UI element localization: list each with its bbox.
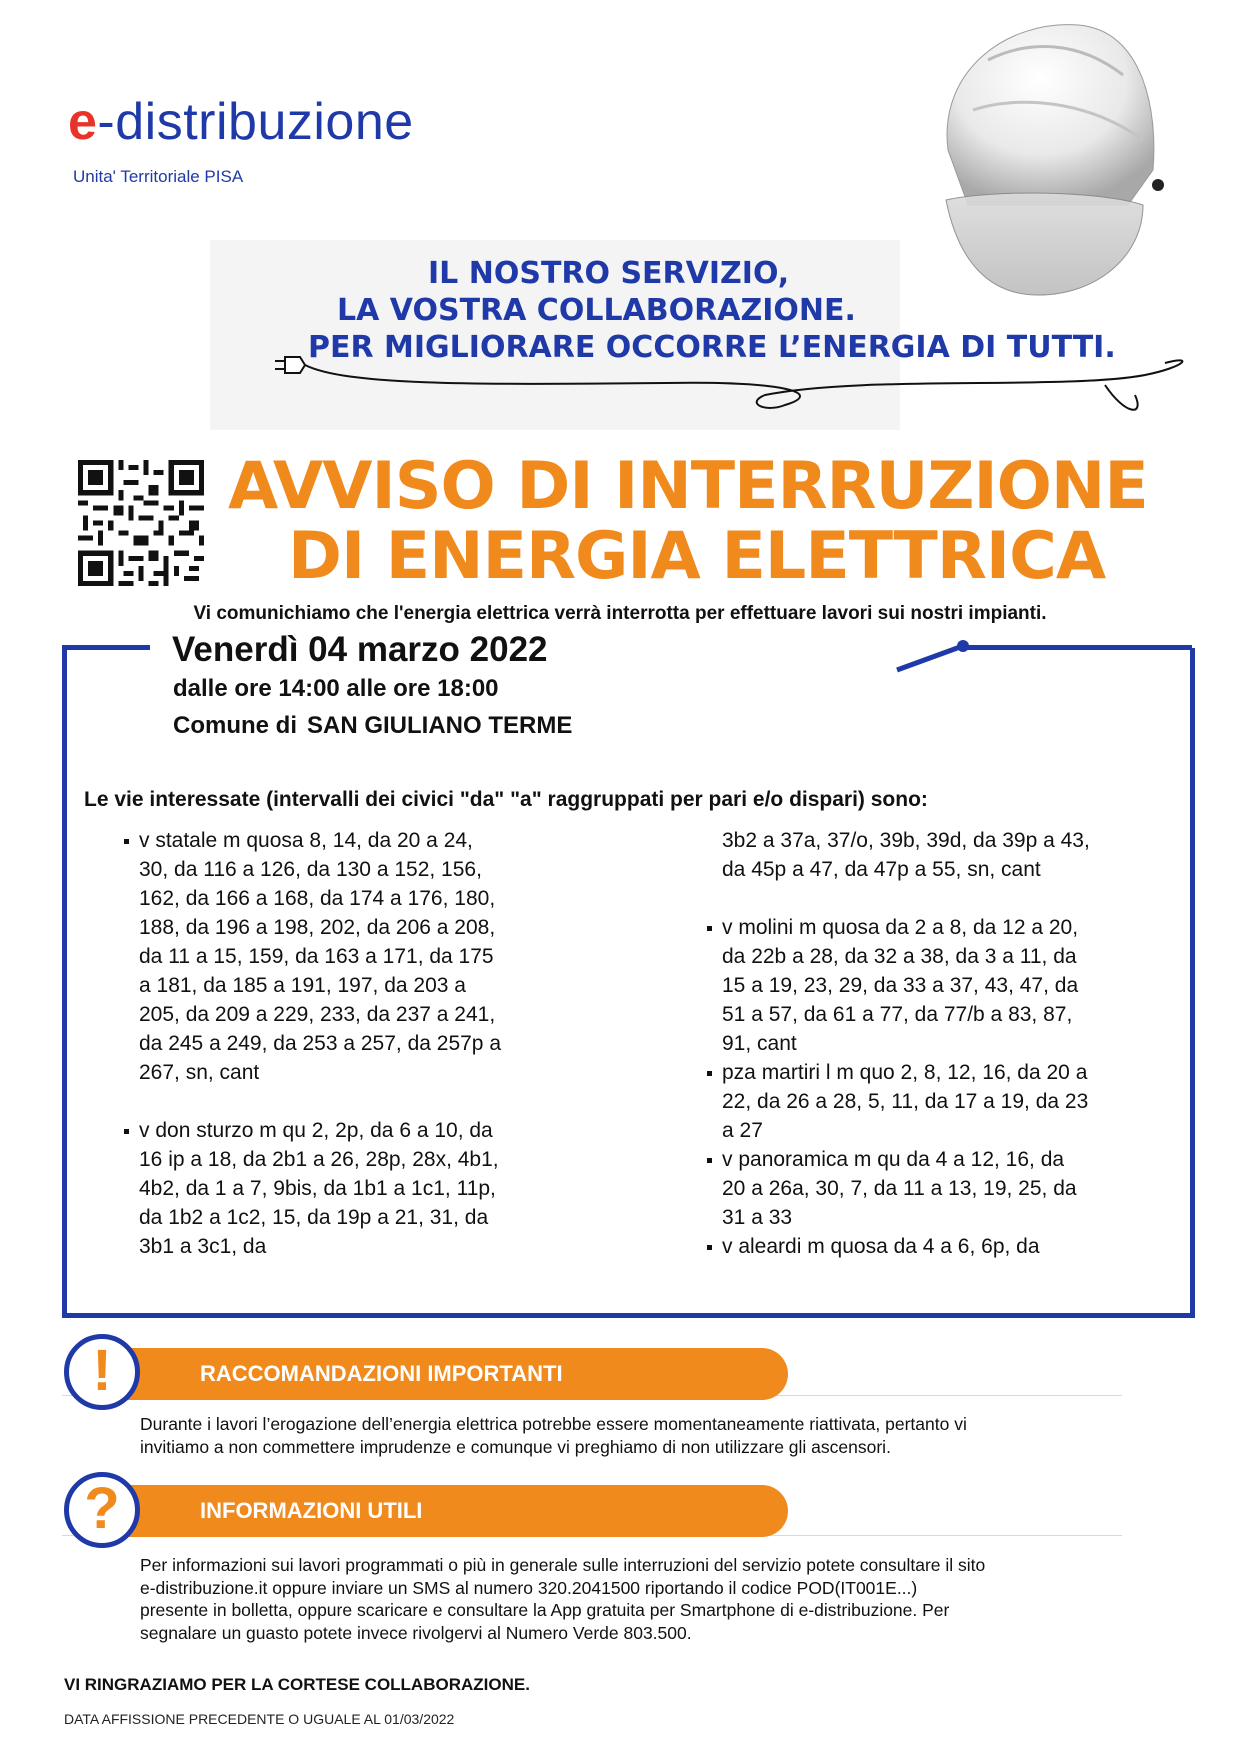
street-line: 205, da 209 a 229, 233, da 237 a 241, [139, 1003, 496, 1026]
intro-text: Vi comunichiamo che l'energia elettrica verrà interrotta per effettuare lavori sui nostri impianti. [193, 603, 1047, 624]
street-line: 16 ip a 18, da 2b1 a 26, 28p, 28x, 4b1, [139, 1148, 499, 1171]
informazioni-text: Per informazioni sui lavori programmati o più in generale sulle interruzioni del servizio potete consultare il sito e-distribuzione.it oppure inviare un SMS al numero 320.2041500 riportando il codice POD(IT001E...) presente in bolletta, oppure scaricare e consultare la App gratuita per Smartphone di e-distribuzione. Per segnalare un guasto potete invece rivolgervi al Numero Verde 803.500. [140, 1555, 986, 1643]
street-line: v statale m quosa 8, 14, da 20 a 24, [122, 826, 582, 855]
street-line: da 45p a 47, da 47p a 55, sn, cant [722, 858, 1041, 881]
comune-name: SAN GIULIANO TERME [307, 712, 573, 739]
street-line: 3b2 a 37a, 37/o, 39b, 39d, da 39p a 43, [722, 829, 1090, 852]
notice-title [228, 449, 1148, 594]
street-line: a 27 [722, 1119, 763, 1142]
territorial-unit: Unita' Territoriale PISA [73, 167, 244, 186]
informazioni-heading: INFORMAZIONI UTILI [200, 1498, 423, 1523]
exclamation-icon: ! [64, 1334, 140, 1410]
street-line: v panoramica m qu da 4 a 12, 16, da [705, 1145, 1165, 1174]
street-line: v molini m quosa da 2 a 8, da 12 a 20, [705, 913, 1165, 942]
streets-header: Le vie interessate (intervalli dei civici "da" "a" raggruppati per pari e/o dispari) sono: [84, 788, 928, 811]
street-line: 162, da 166 a 168, da 174 a 176, 180, [139, 887, 496, 910]
interruption-hours: dalle ore 14:00 alle ore 18:00 [173, 675, 499, 702]
street-line: 188, da 196 a 198, 202, da 206 a 208, [139, 916, 496, 939]
question-icon: ? [64, 1472, 140, 1548]
street-line: da 22b a 28, da 32 a 38, da 3 a 11, da [722, 945, 1077, 968]
slogan-line-2: LA VOSTRA COLLABORAZIONE. [337, 293, 856, 328]
plug-cable-icon [265, 345, 1215, 425]
slogan-line-3: PER MIGLIORARE OCCORRE L’ENERGIA DI TUTTI. [308, 330, 1116, 365]
logo-text: -distribuzione [97, 93, 414, 151]
title-line-1: AVVISO DI INTERRUZIONE [228, 449, 1148, 524]
streets-column-right [705, 826, 1165, 1261]
street-line: v don sturzo m qu 2, 2p, da 6 a 10, da [122, 1116, 582, 1145]
street-line: 22, da 26 a 28, 5, 11, da 17 a 19, da 23 [722, 1090, 1089, 1113]
street-line: 4b2, da 1 a 7, 9bis, da 1b1 a 1c1, 11p, [139, 1177, 496, 1200]
logo-e: e [68, 93, 98, 151]
raccomandazioni-text: Durante i lavori l’erogazione dell’energia elettrica potrebbe essere momentaneamente riattivata, pertanto vi invitiamo a non commettere imprudenze e comunque vi preghiamo di non utilizzare gli ascensori. [140, 1414, 967, 1457]
streets-column-left [122, 826, 582, 1261]
thanks-text: VI RINGRAZIAMO PER LA CORTESE COLLABORAZIONE. [64, 1675, 530, 1694]
slogan-line-1: IL NOSTRO SERVIZIO, [428, 256, 790, 291]
street-line: 15 a 19, 23, 29, da 33 a 37, 43, 47, da [722, 974, 1079, 997]
street-line: da 1b2 a 1c2, 15, da 19p a 21, 31, da [139, 1206, 489, 1229]
comune-label: Comune di [173, 712, 297, 739]
comune [173, 712, 572, 740]
street-line: 31 a 33 [722, 1206, 793, 1229]
qr-code [78, 460, 204, 586]
street-line: 267, sn, cant [139, 1061, 260, 1084]
street-line: 3b1 a 3c1, da [139, 1235, 267, 1258]
box-top-border-left [62, 645, 150, 650]
title-line-2: DI ENERGIA ELETTRICA [288, 519, 1106, 594]
street-line: 30, da 116 a 126, da 130 a 152, 156, [139, 858, 482, 881]
interruption-date: Venerdì 04 marzo 2022 [172, 630, 548, 669]
affissione-date: DATA AFFISSIONE PRECEDENTE O UGUALE AL 01/03/2022 [64, 1711, 455, 1727]
raccomandazioni-bar [100, 1348, 788, 1400]
street-line: 20 a 26a, 30, 7, da 11 a 13, 19, 25, da [722, 1177, 1077, 1200]
box-top-border-right [964, 645, 1192, 650]
street-line: pza martiri l m quo 2, 8, 12, 16, da 20 a [705, 1058, 1165, 1087]
informazioni-bar [100, 1485, 788, 1537]
street-line: v aleardi m quosa da 4 a 6, 6p, da [705, 1232, 1165, 1261]
plug-cable-icon [895, 635, 975, 675]
street-line: da 11 a 15, 159, da 163 a 171, da 175 [139, 945, 494, 968]
street-line: a 181, da 185 a 191, 197, da 203 a [139, 974, 466, 997]
brand-logo [68, 93, 414, 151]
street-line: 91, cant [722, 1032, 797, 1055]
raccomandazioni-heading: RACCOMANDAZIONI IMPORTANTI [200, 1361, 563, 1386]
street-line: da 245 a 249, da 253 a 257, da 257p a [139, 1032, 501, 1055]
street-line: 51 a 57, da 61 a 77, da 77/b a 83, 87, [722, 1003, 1073, 1026]
